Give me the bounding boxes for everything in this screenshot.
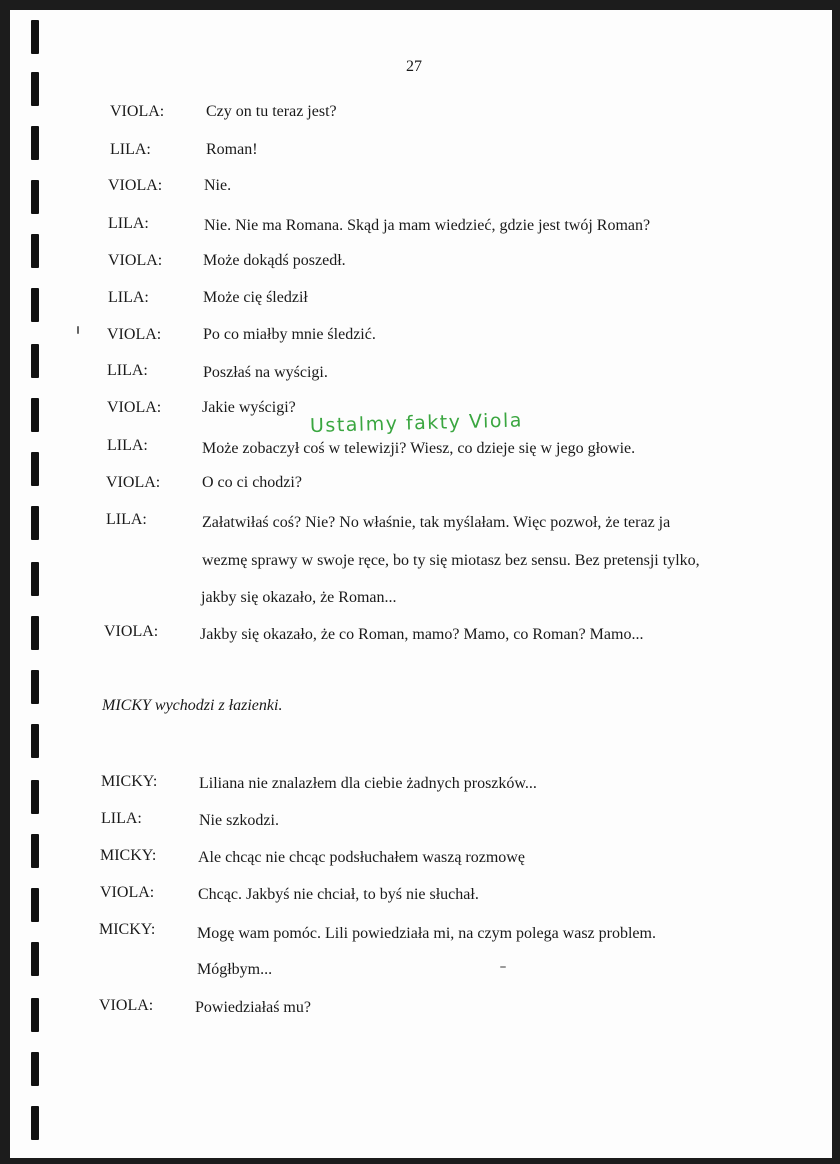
binding-hole	[31, 834, 39, 868]
speaker-name: LILA:	[108, 215, 149, 232]
ink-speck	[500, 966, 506, 968]
stage-direction: MICKY wychodzi z łazienki.	[102, 697, 283, 714]
binding-hole	[31, 288, 39, 322]
binding-holes	[10, 10, 50, 1158]
binding-hole	[31, 616, 39, 650]
dialogue-line: Mógłbym...	[197, 961, 273, 978]
dialogue-line: Może zobaczył coś w telewizji? Wiesz, co dzieje się w jego głowie.	[202, 440, 636, 457]
dialogue-line: Roman!	[206, 141, 258, 158]
binding-hole	[31, 398, 39, 432]
binding-hole	[31, 20, 39, 54]
speaker-name: VIOLA:	[110, 103, 165, 120]
binding-hole	[31, 780, 39, 814]
handwritten-annotation: Ustalmy fakty Viola	[309, 409, 524, 437]
dialogue-line: Czy on tu teraz jest?	[206, 103, 337, 120]
dialogue-line: jakby się okazało, że Roman...	[201, 589, 397, 606]
dialogue-line: O co ci chodzi?	[202, 474, 302, 491]
speaker-name: MICKY:	[100, 847, 157, 864]
speaker-name: LILA:	[107, 362, 148, 379]
binding-hole	[31, 888, 39, 922]
binding-hole	[31, 126, 39, 160]
binding-hole	[31, 1052, 39, 1086]
dialogue-line: Nie.	[204, 177, 232, 194]
speaker-name: LILA:	[101, 810, 142, 827]
dialogue-line: Może dokądś poszedł.	[203, 252, 346, 269]
binding-hole	[31, 942, 39, 976]
dialogue-line: wezmę sprawy w swoje ręce, bo ty się miotasz bez sensu. Bez pretensji tylko,	[202, 552, 700, 569]
binding-hole	[31, 72, 39, 106]
binding-hole	[31, 998, 39, 1032]
speaker-name: VIOLA:	[106, 474, 161, 491]
ink-speck	[77, 326, 79, 334]
speaker-name: MICKY:	[99, 921, 156, 938]
dialogue-line: Jakie wyścigi?	[202, 399, 296, 416]
speaker-name: LILA:	[108, 289, 149, 306]
page-number: 27	[406, 58, 422, 75]
binding-hole	[31, 452, 39, 486]
script-page	[10, 10, 832, 1158]
dialogue-line: Chcąc. Jakbyś nie chciał, to byś nie słuchał.	[198, 886, 479, 903]
dialogue-line: Ale chcąc nie chcąc podsłuchałem waszą rozmowę	[198, 849, 525, 866]
binding-hole	[31, 506, 39, 540]
binding-hole	[31, 1106, 39, 1140]
binding-hole	[31, 234, 39, 268]
speaker-name: VIOLA:	[99, 997, 154, 1014]
speaker-name: VIOLA:	[100, 884, 155, 901]
speaker-name: MICKY:	[101, 773, 158, 790]
dialogue-line: Jakby się okazało, że co Roman, mamo? Mamo, co Roman? Mamo...	[200, 626, 644, 643]
binding-hole	[31, 562, 39, 596]
dialogue-line: Po co miałby mnie śledzić.	[203, 326, 376, 343]
binding-hole	[31, 670, 39, 704]
speaker-name: VIOLA:	[107, 326, 162, 343]
binding-hole	[31, 724, 39, 758]
dialogue-line: Załatwiłaś coś? Nie? No właśnie, tak myślałam. Więc pozwoł, że teraz ja	[202, 514, 671, 531]
binding-hole	[31, 344, 39, 378]
binding-hole	[31, 180, 39, 214]
speaker-name: VIOLA:	[104, 623, 159, 640]
dialogue-line: Mogę wam pomóc. Lili powiedziała mi, na czym polega wasz problem.	[197, 925, 656, 942]
dialogue-line: Poszłaś na wyścigi.	[203, 364, 328, 381]
speaker-name: LILA:	[110, 141, 151, 158]
speaker-name: LILA:	[106, 511, 147, 528]
dialogue-line: Może cię śledził	[203, 289, 308, 306]
dialogue-line: Nie. Nie ma Romana. Skąd ja mam wiedzieć, gdzie jest twój Roman?	[204, 217, 651, 234]
speaker-name: VIOLA:	[108, 252, 163, 269]
dialogue-line: Liliana nie znalazłem dla ciebie żadnych proszków...	[199, 775, 537, 792]
speaker-name: VIOLA:	[108, 177, 163, 194]
speaker-name: VIOLA:	[107, 399, 162, 416]
speaker-name: LILA:	[107, 437, 148, 454]
dialogue-line: Nie szkodzi.	[199, 812, 279, 829]
dialogue-line: Powiedziałaś mu?	[195, 999, 311, 1016]
